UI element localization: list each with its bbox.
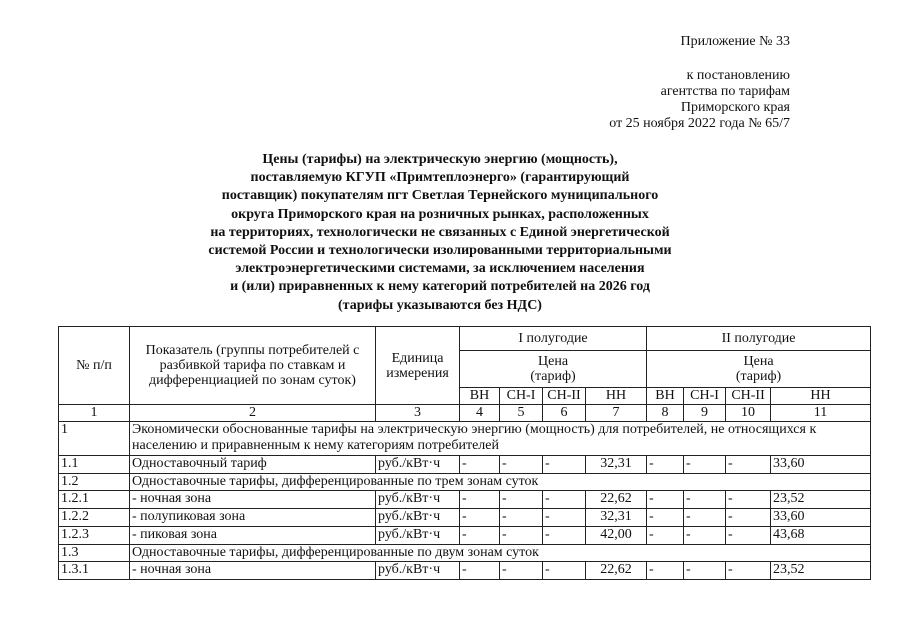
row-number: 1.3 xyxy=(59,545,130,562)
title-line: поставщик) покупателям пгт Светлая Тернейского муниципального xyxy=(221,188,659,204)
price-h2: - xyxy=(726,527,771,545)
price-h1: - xyxy=(460,456,500,474)
price-h1: - xyxy=(543,491,586,509)
row-indicator: Одноставочный тариф xyxy=(130,456,376,474)
section-row xyxy=(59,545,871,562)
price-h1: - xyxy=(543,456,586,474)
row-number: 1.3.1 xyxy=(59,562,130,580)
price-h2: - xyxy=(647,509,684,527)
column-number: 2 xyxy=(130,405,376,422)
level-label: НН xyxy=(586,388,647,405)
row-unit: руб./кВт·ч xyxy=(376,509,460,527)
appendix-line: от 25 ноября 2022 года № 65/7 xyxy=(609,116,790,131)
section-title: Одноставочные тарифы, дифференцированные по двум зонам суток xyxy=(130,545,871,562)
price-h1: - xyxy=(543,562,586,580)
header-indicator: Показатель (группы потребителей с разбивкой тарифа по ставкам и дифференциацией по зонам суток) xyxy=(130,327,376,405)
row-unit: руб./кВт·ч xyxy=(376,562,460,580)
price-h2: - xyxy=(684,562,726,580)
row-number: 1.2.1 xyxy=(59,491,130,509)
table-row xyxy=(59,509,871,527)
header-row xyxy=(59,327,871,351)
header-unit: Единица измерения xyxy=(376,327,460,405)
row-indicator: - полупиковая зона xyxy=(130,509,376,527)
row-indicator: - ночная зона xyxy=(130,562,376,580)
title-line: (тарифы указываются без НДС) xyxy=(338,297,542,313)
column-number: 5 xyxy=(500,405,543,422)
price-h2: - xyxy=(726,456,771,474)
price-h1: - xyxy=(460,527,500,545)
column-number: 8 xyxy=(647,405,684,422)
title-line: на территориях, технологически не связанных с Единой энергетической xyxy=(210,224,670,240)
price-h2-nn: 23,52 xyxy=(771,562,871,580)
appendix-line: Приморского края xyxy=(680,100,790,115)
price-h1-nn: 22,62 xyxy=(586,491,647,509)
price-h1-nn: 32,31 xyxy=(586,456,647,474)
title-line: округа Приморского края на розничных рынках, расположенных xyxy=(231,206,649,222)
appendix-line: агентства по тарифам xyxy=(660,84,790,99)
header-price-1: Цена (тариф) xyxy=(460,351,647,388)
row-indicator: - ночная зона xyxy=(130,491,376,509)
level-label: ВН xyxy=(647,388,684,405)
header-price-2: Цена (тариф) xyxy=(647,351,871,388)
price-h2-nn: 23,52 xyxy=(771,491,871,509)
price-h2: - xyxy=(647,527,684,545)
column-number: 10 xyxy=(726,405,771,422)
price-h1-nn: 32,31 xyxy=(586,509,647,527)
row-indicator: - пиковая зона xyxy=(130,527,376,545)
price-h2: - xyxy=(647,491,684,509)
price-h2: - xyxy=(684,491,726,509)
level-label: СН-II xyxy=(543,388,586,405)
column-numbers-row xyxy=(59,405,871,422)
row-unit: руб./кВт·ч xyxy=(376,527,460,545)
section-row xyxy=(59,474,871,491)
price-h1: - xyxy=(460,509,500,527)
level-label: СН-II xyxy=(726,388,771,405)
row-number: 1.2.2 xyxy=(59,509,130,527)
row-unit: руб./кВт·ч xyxy=(376,456,460,474)
price-h1: - xyxy=(543,527,586,545)
level-label: СН-I xyxy=(684,388,726,405)
column-number: 7 xyxy=(586,405,647,422)
header-half-1: I полугодие xyxy=(460,327,647,351)
price-h2-nn: 33,60 xyxy=(771,456,871,474)
title-line: поставляемую КГУП «Примтеплоэнерго» (гарантирующий xyxy=(250,170,630,186)
column-number: 1 xyxy=(59,405,130,422)
tariff-table xyxy=(58,326,871,580)
title-line: Цены (тарифы) на электрическую энергию (мощность), xyxy=(262,152,618,167)
price-h2: - xyxy=(726,491,771,509)
price-h1: - xyxy=(500,456,543,474)
document-title xyxy=(160,151,720,315)
price-h2-nn: 43,68 xyxy=(771,527,871,545)
table-row xyxy=(59,456,871,474)
table-row xyxy=(59,527,871,545)
table-row xyxy=(59,491,871,509)
price-h1-nn: 42,00 xyxy=(586,527,647,545)
price-h1: - xyxy=(500,509,543,527)
price-h1-nn: 22,62 xyxy=(586,562,647,580)
level-label: ВН xyxy=(460,388,500,405)
title-line: электроэнергетическими системами, за исключением населения xyxy=(235,261,645,277)
column-number: 6 xyxy=(543,405,586,422)
column-number: 4 xyxy=(460,405,500,422)
price-h1: - xyxy=(460,491,500,509)
price-h1: - xyxy=(500,562,543,580)
price-h2: - xyxy=(647,456,684,474)
section-title: Одноставочные тарифы, дифференцированные по трем зонам суток xyxy=(130,474,871,491)
row-number: 1.2 xyxy=(59,474,130,491)
row-number: 1.1 xyxy=(59,456,130,474)
section-title: Экономически обоснованные тарифы на электрическую энергию (мощность) для потребителей, не относящихся к населению и приравненным к нему категориям потребителей xyxy=(130,422,871,456)
level-label: НН xyxy=(771,388,871,405)
row-unit: руб./кВт·ч xyxy=(376,491,460,509)
title-line: и (или) приравненных к нему категорий потребителей на 2026 год xyxy=(230,279,650,295)
price-h1: - xyxy=(543,509,586,527)
section-row xyxy=(59,422,871,456)
column-number: 9 xyxy=(684,405,726,422)
appendix-title: Приложение № 33 xyxy=(680,34,790,49)
appendix-line: к постановлению xyxy=(686,68,790,83)
table-row xyxy=(59,562,871,580)
appendix-reference xyxy=(0,68,790,132)
header-half-2: II полугодие xyxy=(647,327,871,351)
price-h2: - xyxy=(684,456,726,474)
price-h1: - xyxy=(460,562,500,580)
row-number: 1 xyxy=(59,422,130,456)
price-h2: - xyxy=(647,562,684,580)
column-number: 3 xyxy=(376,405,460,422)
title-line: системой России и технологически изолированными территориальными xyxy=(208,243,672,259)
header-number: № п/п xyxy=(59,327,130,405)
price-h2: - xyxy=(684,527,726,545)
row-number: 1.2.3 xyxy=(59,527,130,545)
price-h1: - xyxy=(500,527,543,545)
price-h1: - xyxy=(500,491,543,509)
column-number: 11 xyxy=(771,405,871,422)
level-label: СН-I xyxy=(500,388,543,405)
price-h2: - xyxy=(726,509,771,527)
price-h2-nn: 33,60 xyxy=(771,509,871,527)
price-h2: - xyxy=(726,562,771,580)
price-h2: - xyxy=(684,509,726,527)
